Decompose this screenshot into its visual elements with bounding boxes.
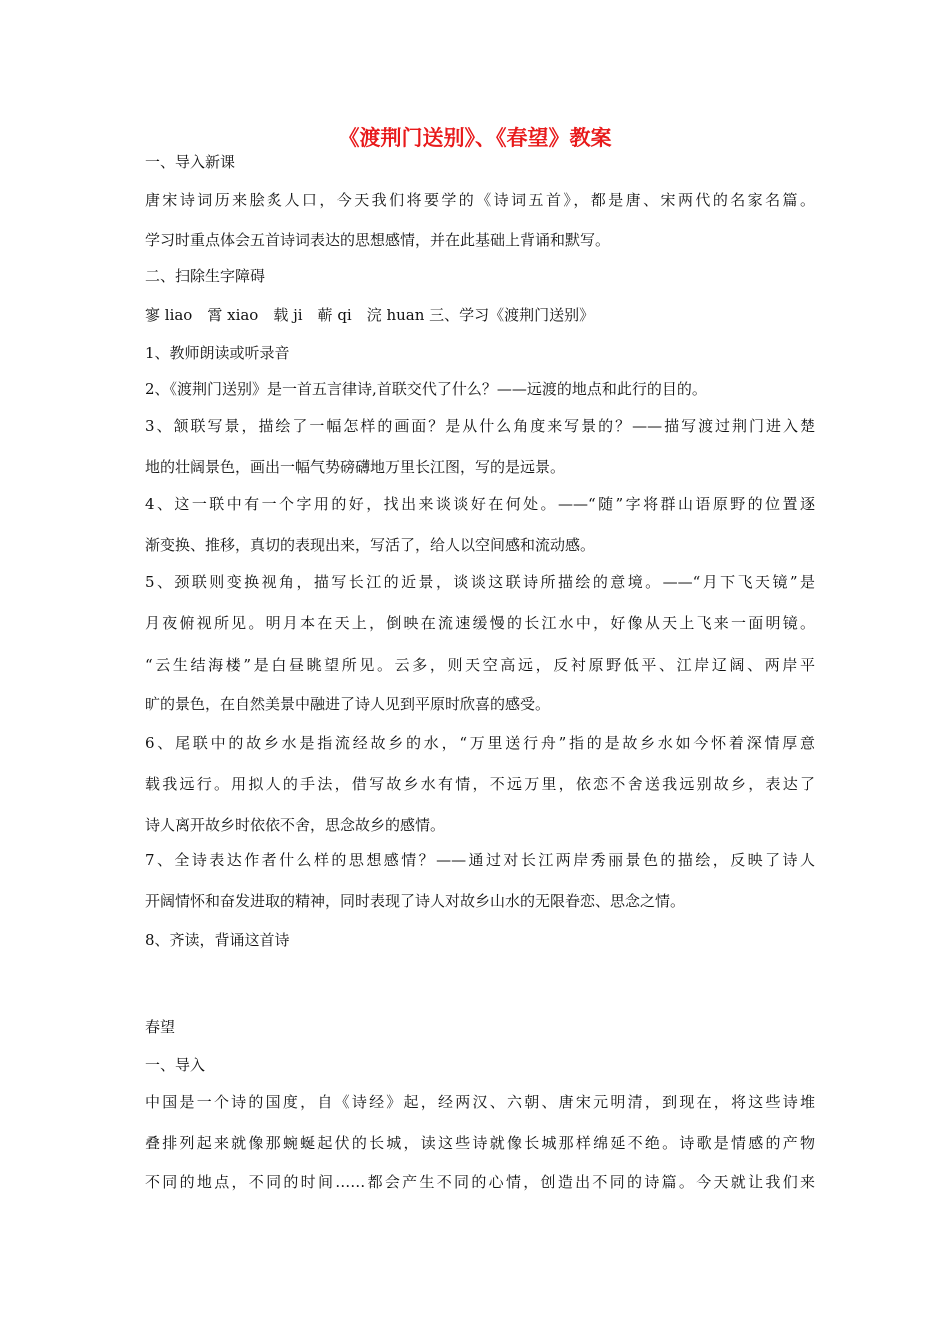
paragraph-line: 3、颔联写景，描绘了一幅怎样的画面？是从什么角度来写景的？——描写渡过荆门进入楚 <box>145 417 815 435</box>
section-title-chunwang: 春望 <box>145 1018 176 1036</box>
paragraph-line: 地的壮阔景色，画出一幅气势磅礴地万里长江图，写的是远景。 <box>145 458 566 476</box>
paragraph-line: 月夜俯视所见。明月本在天上，倒映在流速缓慢的长江水中，好像从天上飞来一面明镜。 <box>145 614 815 632</box>
paragraph-line: 不同的地点，不同的时间……都会产生不同的心情，创造出不同的诗篇。今天就让我们来 <box>145 1173 815 1191</box>
paragraph-line: 7、全诗表达作者什么样的思想感情？——通过对长江两岸秀丽景色的描绘，反映了诗人 <box>145 851 815 869</box>
heading-intro: 一、导入新课 <box>145 153 236 171</box>
vocab-line: 寥 liao 霄 xiao 载 ji 蕲 qi 浣 huan 三、学习《渡荆门送别》 <box>145 306 595 324</box>
paragraph-line: 载我远行。用拟人的手法，借写故乡水有情，不远万里，依恋不舍送我远别故乡，表达了 <box>145 775 815 793</box>
paragraph-line: 渐变换、推移，真切的表现出来，写活了，给人以空间感和流动感。 <box>145 536 596 554</box>
paragraph-line: “云生结海楼”是白昼眺望所见。云多，则天空高远，反衬原野低平、江岸辽阔、两岸平 <box>145 656 815 674</box>
paragraph-line: 叠排列起来就像那蜿蜒起伏的长城，读这些诗就像长城那样绵延不绝。诗歌是情感的产物 <box>145 1134 815 1152</box>
paragraph-line: 5、颈联则变换视角，描写长江的近景，谈谈这联诗所描绘的意境。——“月下飞天镜”是 <box>145 573 815 591</box>
paragraph-line: 2、《渡荆门送别》是一首五言律诗,首联交代了什么？——远渡的地点和此行的目的。 <box>145 380 707 398</box>
paragraph-line: 4、这一联中有一个字用的好，找出来谈谈好在何处。——“随”字将群山语原野的位置逐 <box>145 495 815 513</box>
paragraph-line: 诗人离开故乡时依依不舍，思念故乡的感情。 <box>145 816 446 834</box>
paragraph-line: 唐宋诗词历来脍炙人口，今天我们将要学的《诗词五首》，都是唐、宋两代的名家名篇。 <box>145 191 815 209</box>
paragraph-line: 学习时重点体会五首诗词表达的思想感情，并在此基础上背诵和默写。 <box>145 231 611 249</box>
paragraph-line: 6、尾联中的故乡水是指流经故乡的水，“万里送行舟”指的是故乡水如今怀着深情厚意 <box>145 734 815 752</box>
paragraph-line: 旷的景色，在自然美景中融进了诗人见到平原时欣喜的感受。 <box>145 695 551 713</box>
paragraph-line: 1、教师朗读或听录音 <box>145 344 290 362</box>
heading-vocab: 二、扫除生字障碍 <box>145 267 266 285</box>
document-title: 《渡荆门送别》、《春望》教案 <box>338 126 612 150</box>
paragraph-line: 中国是一个诗的国度，自《诗经》起，经两汉、六朝、唐宋元明清，到现在，将这些诗堆 <box>145 1093 815 1111</box>
paragraph-line: 8、齐读，背诵这首诗 <box>145 931 290 949</box>
paragraph-line: 开阔情怀和奋发进取的精神，同时表现了诗人对故乡山水的无限眷恋、思念之情。 <box>145 892 686 910</box>
heading-intro-2: 一、导入 <box>145 1056 206 1074</box>
